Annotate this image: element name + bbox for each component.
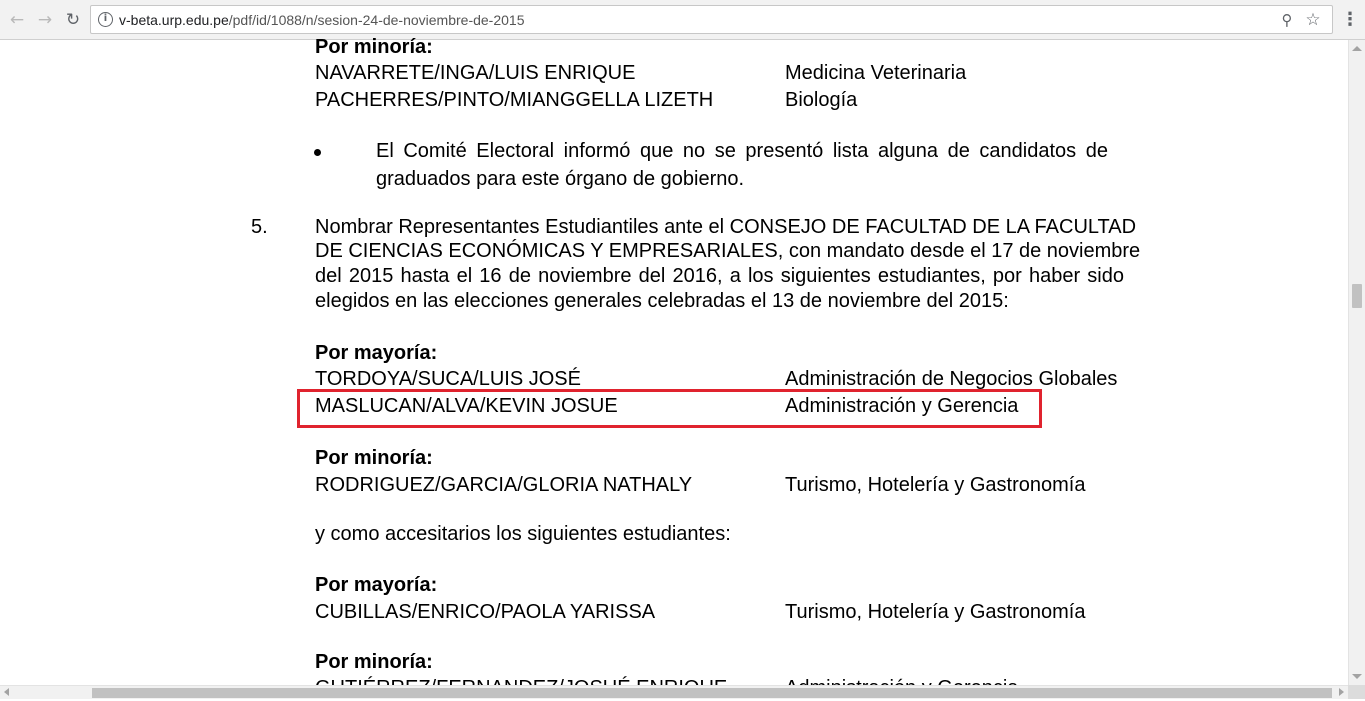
item-number: 5. xyxy=(251,216,268,238)
student-name: NAVARRETE/INGA/LUIS ENRIQUE xyxy=(315,62,636,84)
browser-menu-icon[interactable]: ⋮ xyxy=(1341,9,1359,30)
item5-text-line: DE CIENCIAS ECONÓMICAS Y EMPRESARIALES, con mandato desde el 17 de noviembre xyxy=(315,240,1141,262)
browser-toolbar xyxy=(0,0,1365,40)
scroll-left-arrow-icon[interactable] xyxy=(4,688,9,696)
student-name-highlighted: MASLUCAN/ALVA/KEVIN JOSUE xyxy=(315,395,618,417)
student-program: Turismo, Hotelería y Gastronomía xyxy=(785,601,1086,623)
url-host: v-beta.urp.edu.pe xyxy=(119,12,229,28)
scroll-up-arrow-icon[interactable] xyxy=(1352,46,1362,51)
url-text[interactable] xyxy=(119,12,525,28)
vertical-scrollbar[interactable] xyxy=(1348,40,1365,685)
bullet-text-line: El Comité Electoral informó que no se presentó lista alguna de candidatos de xyxy=(376,140,1108,162)
highlight-box xyxy=(297,389,1042,428)
student-program-highlighted: Administración y Gerencia xyxy=(785,395,1019,417)
section-heading-mayoria: Por mayoría: xyxy=(315,574,438,596)
section-heading-minoria: Por minoría: xyxy=(315,651,433,673)
item5-text-line: del 2015 hasta el 16 de noviembre del 2016, a los siguientes estudiantes, por haber sido xyxy=(315,265,1124,287)
student-name: PACHERRES/PINTO/MIANGGELLA LIZETH xyxy=(315,89,714,111)
scrollbar-corner xyxy=(1348,685,1365,699)
item5-text-line: Nombrar Representantes Estudiantiles ante el CONSEJO DE FACULTAD DE LA FACULTAD xyxy=(315,216,1137,238)
student-name: RODRIGUEZ/GARCIA/GLORIA NATHALY xyxy=(315,474,693,496)
reload-icon[interactable]: ↻ xyxy=(65,10,81,30)
bullet-icon xyxy=(314,149,321,156)
zoom-icon[interactable]: ⚲ xyxy=(1281,11,1293,29)
student-program: Turismo, Hotelería y Gastronomía xyxy=(785,474,1086,496)
item5-text-line: elegidos en las elecciones generales celebradas el 13 de noviembre del 2015: xyxy=(315,290,1009,312)
bookmark-star-icon[interactable]: ☆ xyxy=(1305,10,1321,30)
horizontal-scroll-thumb[interactable] xyxy=(92,688,1332,698)
student-name: CUBILLAS/ENRICO/PAOLA YARISSA xyxy=(315,601,656,623)
section-heading-minoria: Por minoría: xyxy=(315,447,433,469)
url-path: /pdf/id/1088/n/sesion-24-de-noviembre-de-2015 xyxy=(228,12,525,28)
student-program: Biología xyxy=(785,89,858,111)
site-info-icon[interactable]: i xyxy=(98,12,113,27)
bullet-text-line: graduados para este órgano de gobierno. xyxy=(376,168,745,190)
section-heading-minoria: Por minoría: xyxy=(315,36,433,58)
back-arrow-icon[interactable]: ← xyxy=(9,10,25,30)
student-program: Administración de Negocios Globales xyxy=(785,368,1118,390)
student-program: Medicina Veterinaria xyxy=(785,62,967,84)
scroll-down-arrow-icon[interactable] xyxy=(1352,674,1362,679)
section-heading-mayoria: Por mayoría: xyxy=(315,342,438,364)
scroll-right-arrow-icon[interactable] xyxy=(1339,688,1344,696)
accesitarios-text: y como accesitarios los siguientes estudiantes: xyxy=(315,523,731,545)
pdf-viewport[interactable] xyxy=(0,36,1348,685)
address-bar[interactable] xyxy=(90,5,1333,34)
forward-arrow-icon[interactable]: → xyxy=(37,10,53,30)
horizontal-scrollbar[interactable] xyxy=(0,685,1348,699)
vertical-scroll-thumb[interactable] xyxy=(1352,284,1362,308)
student-name: TORDOYA/SUCA/LUIS JOSÉ xyxy=(315,368,581,390)
